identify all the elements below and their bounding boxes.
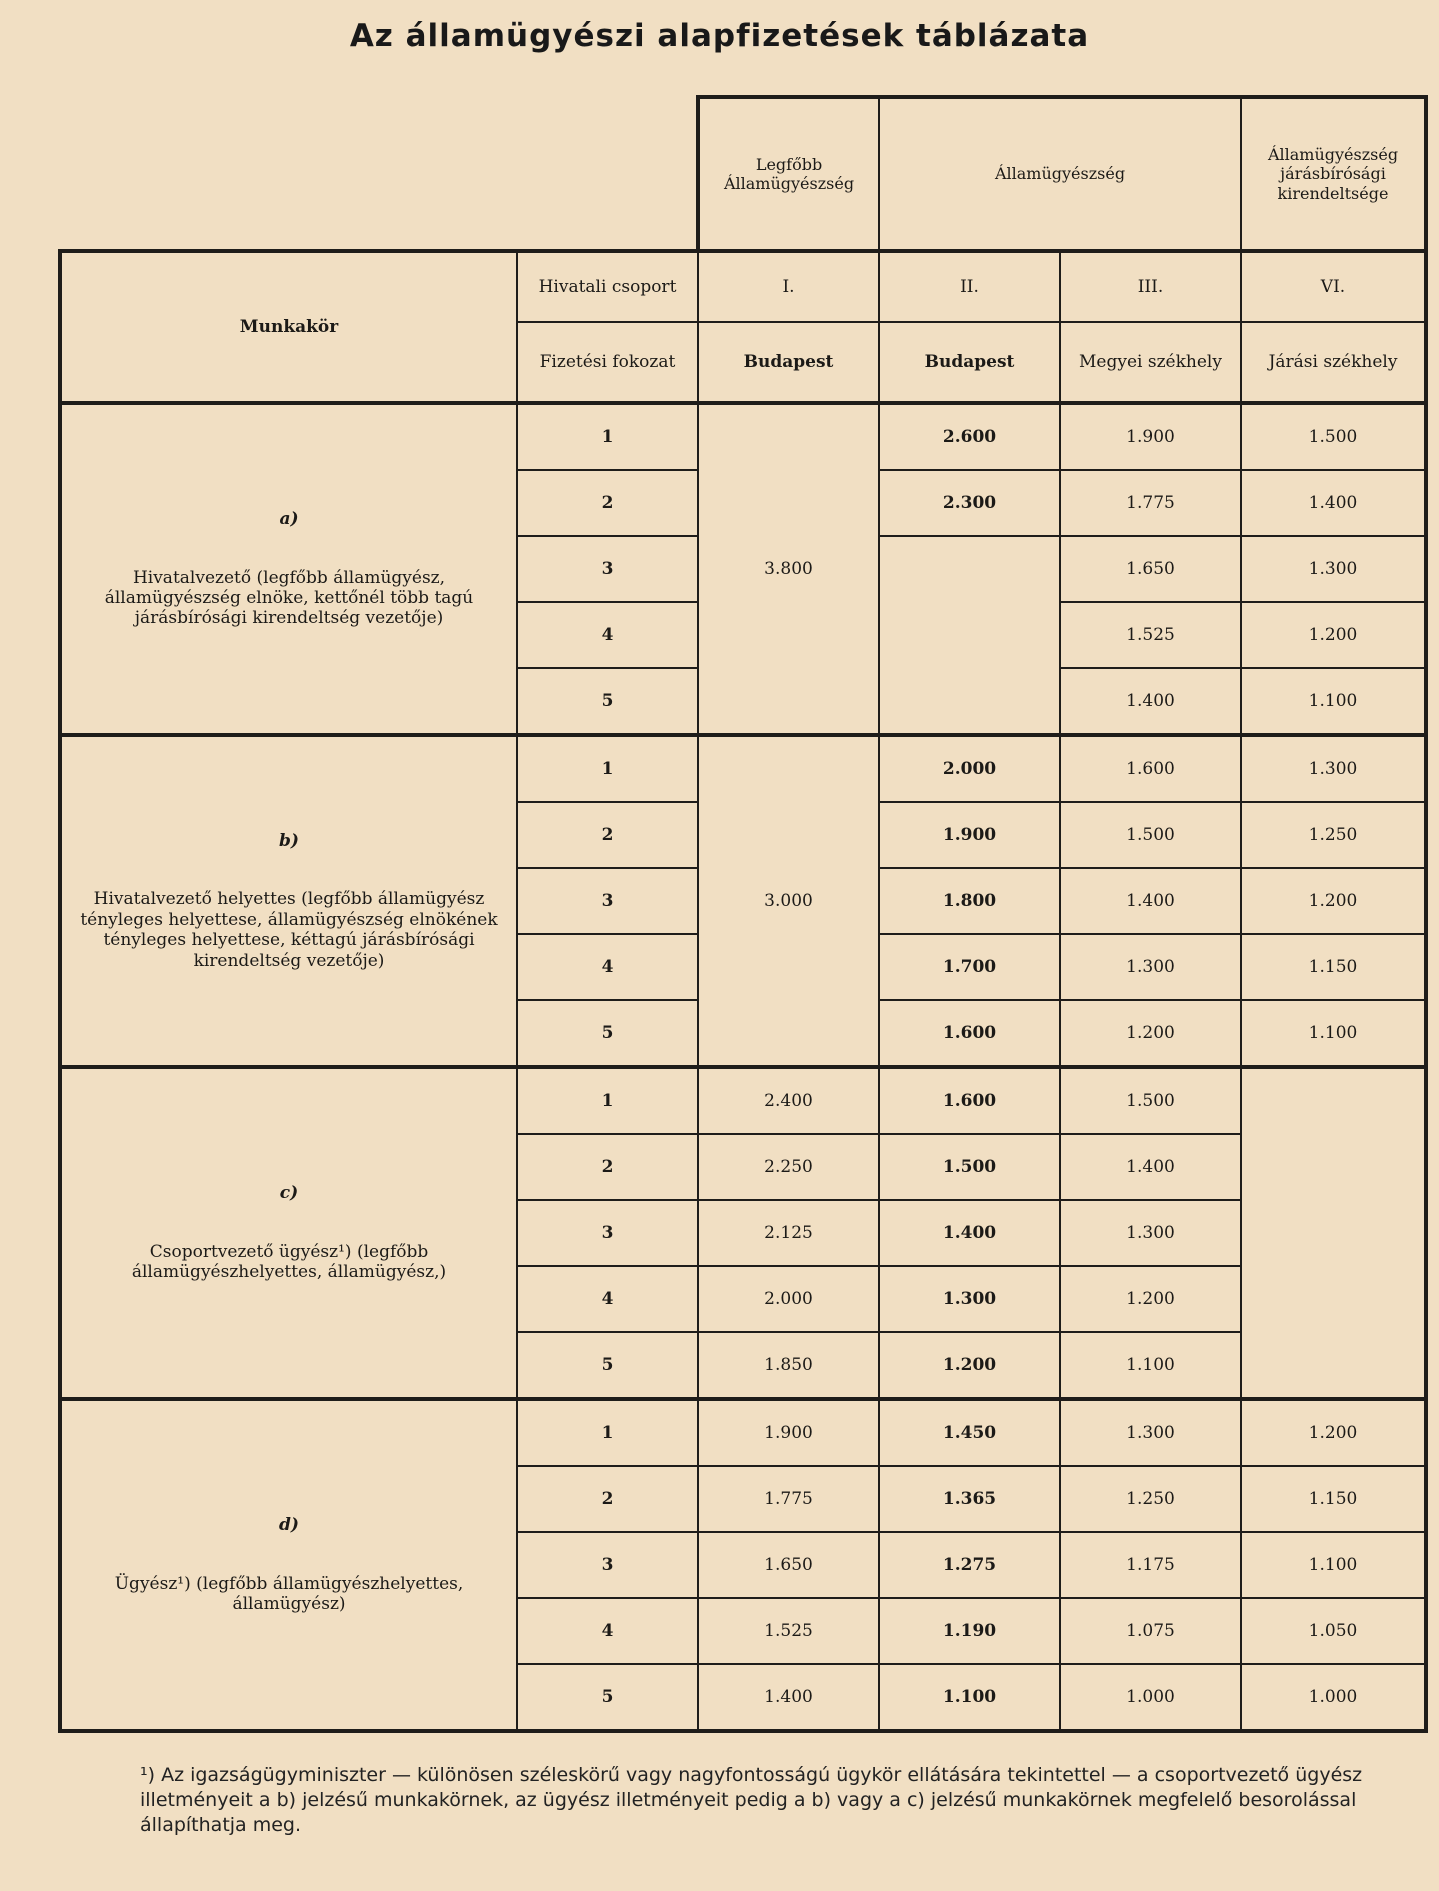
value-col-i: 1.525 (698, 1598, 879, 1664)
grade-cell: 3 (517, 1200, 698, 1266)
grade-cell: 4 (517, 1598, 698, 1664)
header-jarasi-kirendeltseg: Államügyészség járásbírósági kirendeltsége (1241, 97, 1426, 251)
value-col-vi: 1.200 (1241, 1399, 1426, 1466)
value-col-ii: 1.200 (879, 1332, 1060, 1399)
value-col-iii: 1.400 (1060, 868, 1241, 934)
value-col-iii: 1.100 (1060, 1332, 1241, 1399)
grade-cell: 2 (517, 1134, 698, 1200)
grade-cell: 1 (517, 735, 698, 802)
grade-cell: 4 (517, 934, 698, 1000)
section-letter: a) (279, 509, 299, 530)
value-col-vi: 1.200 (1241, 602, 1426, 668)
grade-cell: 2 (517, 802, 698, 868)
header-place-4: Járási székhely (1241, 322, 1426, 403)
grade-cell: 1 (517, 1067, 698, 1134)
grade-cell: 3 (517, 868, 698, 934)
value-col-iii: 1.300 (1060, 1399, 1241, 1466)
header-fizetesi-fokozat: Fizetési fokozat (517, 322, 698, 403)
value-col-vi: 1.100 (1241, 668, 1426, 735)
table-row (60, 735, 1426, 802)
grade-cell: 5 (517, 668, 698, 735)
value-col-ii: 1.190 (879, 1598, 1060, 1664)
value-col-iii: 1.300 (1060, 1200, 1241, 1266)
value-col-ii: 1.500 (879, 1134, 1060, 1200)
value-col-i: 2.000 (698, 1266, 879, 1332)
salary-table (58, 95, 1428, 1733)
value-col-iii: 1.300 (1060, 934, 1241, 1000)
value-col-vi: 1.200 (1241, 868, 1426, 934)
value-col-vi: 1.150 (1241, 934, 1426, 1000)
value-col-i: 2.125 (698, 1200, 879, 1266)
value-col-ii: 2.300 (879, 470, 1060, 536)
header-munkakor: Munkakör (60, 251, 517, 403)
header-legfobb: Legfőbb Államügyészség (698, 97, 879, 251)
value-col-ii: 1.365 (879, 1466, 1060, 1532)
grade-cell: 5 (517, 1664, 698, 1731)
grade-cell: 2 (517, 470, 698, 536)
section-description: Hivatalvezető helyettes (legfőbb államügyész tényleges helyettese, államügyészség elnökének tényleges helyettese, kéttagú járásbírósági kirendeltség vezetője) (80, 889, 498, 971)
value-col-ii: 1.800 (879, 868, 1060, 934)
value-col-vi: 1.100 (1241, 1000, 1426, 1067)
grade-cell: 5 (517, 1332, 698, 1399)
grade-cell: 3 (517, 536, 698, 602)
value-col-vi: 1.150 (1241, 1466, 1426, 1532)
value-col-i: 3.000 (698, 735, 879, 1067)
value-col-vi: 1.100 (1241, 1532, 1426, 1598)
table-row (60, 1067, 1426, 1134)
section-label (60, 1067, 517, 1399)
section-label (60, 735, 517, 1067)
value-col-i: 2.400 (698, 1067, 879, 1134)
empty-cell (879, 536, 1060, 735)
value-col-i: 1.850 (698, 1332, 879, 1399)
value-col-vi: 1.400 (1241, 470, 1426, 536)
header-hivatali-csoport: Hivatali csoport (517, 251, 698, 322)
value-col-iii: 1.400 (1060, 668, 1241, 735)
grade-cell: 1 (517, 1399, 698, 1466)
table-row (60, 1399, 1426, 1466)
value-col-iii: 1.500 (1060, 1067, 1241, 1134)
grade-cell: 4 (517, 602, 698, 668)
value-col-iii: 1.250 (1060, 1466, 1241, 1532)
header-group-2: II. (879, 251, 1060, 322)
value-col-iii: 1.650 (1060, 536, 1241, 602)
header-group-1: I. (698, 251, 879, 322)
section-label (60, 1399, 517, 1731)
value-col-vi: 1.050 (1241, 1598, 1426, 1664)
page-title: Az államügyészi alapfizetések táblázata (349, 18, 1090, 54)
grade-cell: 3 (517, 1532, 698, 1598)
grade-cell: 1 (517, 403, 698, 470)
value-col-i: 1.900 (698, 1399, 879, 1466)
value-col-iii: 1.600 (1060, 735, 1241, 802)
header-place-3: Megyei székhely (1060, 322, 1241, 403)
footnote: ¹) Az igazságügyminiszter — különösen széleskörű vagy nagyfontosságú ügykör ellátására tekintettel — a csoportvezető ügyész illetményeit a b) jelzésű munkakörnek, az ügyész illetményeit pedig a b) vagy a c) jelzésű munkakörnek megfelelő besorolással állapíthatja meg. (140, 1764, 1363, 1836)
value-col-i: 1.400 (698, 1664, 879, 1731)
header-place-2: Budapest (879, 322, 1060, 403)
section-letter: d) (279, 1515, 299, 1536)
value-col-iii: 1.200 (1060, 1000, 1241, 1067)
section-label (60, 403, 517, 735)
value-col-i: 1.775 (698, 1466, 879, 1532)
value-col-ii: 1.400 (879, 1200, 1060, 1266)
value-col-vi: 1.500 (1241, 403, 1426, 470)
section-description: Hivatalvezető (legfőbb államügyész, államügyészség elnöke, kettőnél több tagú járásbírósági kirendeltség vezetője) (104, 567, 474, 629)
value-col-iii: 1.075 (1060, 1598, 1241, 1664)
value-col-ii: 1.450 (879, 1399, 1060, 1466)
grade-cell: 4 (517, 1266, 698, 1332)
value-col-iii: 1.000 (1060, 1664, 1241, 1731)
section-description: Ügyész¹) (legfőbb államügyészhelyettes, államügyész) (114, 1573, 464, 1615)
value-col-iii: 1.900 (1060, 403, 1241, 470)
value-col-iii: 1.525 (1060, 602, 1241, 668)
value-col-i: 1.650 (698, 1532, 879, 1598)
value-col-i: 3.800 (698, 403, 879, 735)
value-col-ii: 2.000 (879, 735, 1060, 802)
section-description: Csoportvezető ügyész¹) (legfőbb államügyészhelyettes, államügyész,) (131, 1241, 447, 1283)
header-blank (60, 97, 698, 251)
section-letter: c) (279, 1183, 299, 1204)
header-group-3: III. (1060, 251, 1241, 322)
value-col-iii: 1.175 (1060, 1532, 1241, 1598)
value-col-ii: 1.300 (879, 1266, 1060, 1332)
value-col-i: 2.250 (698, 1134, 879, 1200)
value-col-iii: 1.500 (1060, 802, 1241, 868)
value-col-vi: 1.250 (1241, 802, 1426, 868)
value-col-vi: 1.000 (1241, 1664, 1426, 1731)
table-row (60, 403, 1426, 470)
value-col-iii: 1.400 (1060, 1134, 1241, 1200)
value-col-vi: 1.300 (1241, 735, 1426, 802)
value-col-ii: 2.600 (879, 403, 1060, 470)
value-col-ii: 1.600 (879, 1067, 1060, 1134)
value-col-iii: 1.200 (1060, 1266, 1241, 1332)
header-allamugyeszseg: Államügyészség (879, 97, 1241, 251)
header-group-4: VI. (1241, 251, 1426, 322)
header-place-1: Budapest (698, 322, 879, 403)
value-col-ii: 1.275 (879, 1532, 1060, 1598)
value-col-vi: 1.300 (1241, 536, 1426, 602)
value-col-iii: 1.775 (1060, 470, 1241, 536)
section-letter: b) (279, 831, 299, 852)
grade-cell: 5 (517, 1000, 698, 1067)
value-col-ii: 1.900 (879, 802, 1060, 868)
value-col-ii: 1.100 (879, 1664, 1060, 1731)
value-col-ii: 1.600 (879, 1000, 1060, 1067)
value-col-ii: 1.700 (879, 934, 1060, 1000)
empty-cell (1241, 1067, 1426, 1399)
grade-cell: 2 (517, 1466, 698, 1532)
